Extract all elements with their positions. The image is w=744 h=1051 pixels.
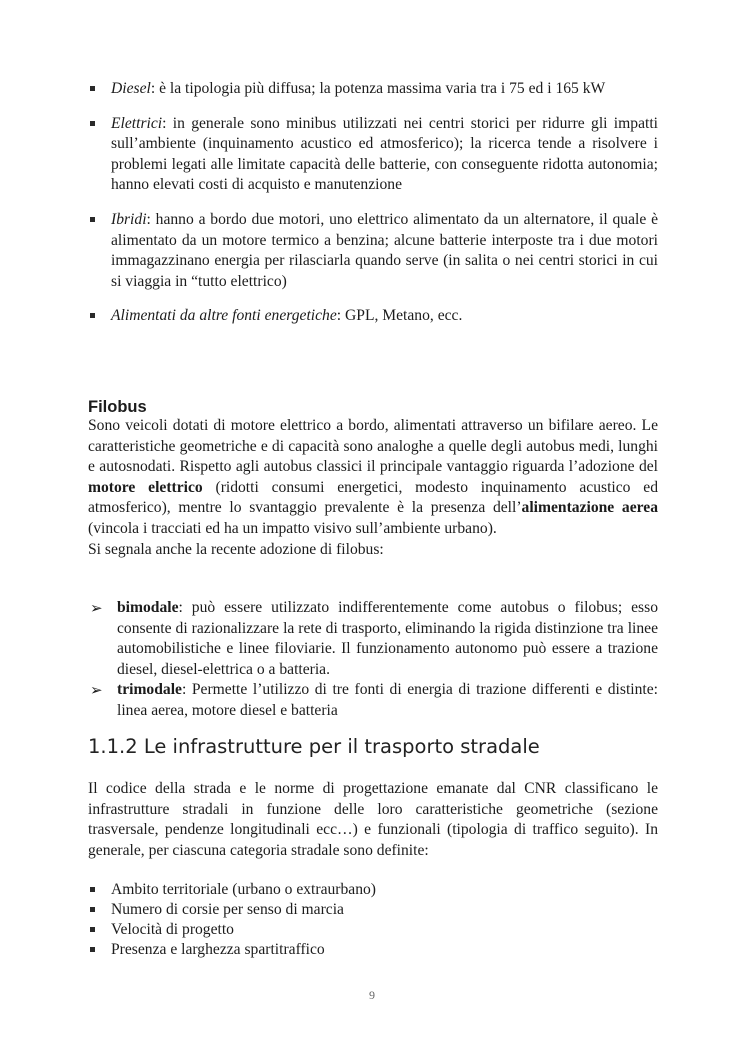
arrow-bullet-icon: ➢ xyxy=(90,681,103,700)
list-item xyxy=(88,680,658,721)
filobus-paragraph xyxy=(88,416,658,560)
arrow-bullet-icon: ➢ xyxy=(90,599,103,617)
list-item xyxy=(88,940,658,960)
list-item xyxy=(88,598,658,680)
term: Diesel xyxy=(111,80,151,97)
section-paragraph: Il codice della strada e le norme di progettazione emanate dal CNR classificano le infrastrutture stradali in funzione delle loro caratteristiche geometriche (sezione trasversale, pendenze longitudinali ecc…) e funzionali (tipologia di traffico seguito). In generale, per ciascuna categoria stradale sono definite: xyxy=(88,780,658,859)
term: Alimentati da altre fonti energetiche xyxy=(111,307,337,325)
list-item-text: Numero di corsie per senso di marcia xyxy=(111,901,344,918)
bullet-icon xyxy=(90,927,95,932)
list-item xyxy=(88,880,658,900)
text-run: (vincola i tracciati ed ha un impatto visivo sull’ambiente urbano). xyxy=(88,519,497,537)
list-item-text: : GPL, Metano, ecc. xyxy=(336,307,463,325)
filobus-heading: Filobus xyxy=(88,398,147,416)
list-item-text: : in generale sono minibus utilizzati nei centri storici per ridurre gli impatti sull’ambiente (inquinamento acustico ed atmosferico); la ricerca tende a risolvere i problemi legati alle limitate capacità delle batterie, con conseguente ridotta autonomia; hanno elevati costi di acquisto e manutenzione xyxy=(111,114,658,194)
text-run: Sono veicoli dotati di motore elettrico a bordo, alimentati attraverso un bifilare aereo. Le caratteristiche geometriche e di capacità sono analoghe a quelle degli autobus medi, lunghi e autosnodati. Rispetto agli autobus classici il principale vantaggio riguarda l’adozione del xyxy=(88,417,658,476)
bus-type-list xyxy=(88,79,658,327)
term: bimodale xyxy=(117,599,179,616)
list-item-text: Velocità di progetto xyxy=(111,921,234,938)
term: Elettrici xyxy=(111,114,163,132)
list-item-text: : può essere utilizzato indifferentemente come autobus o filobus; esso consente di razionalizzare la rete di trasporto, eliminando la rigida distinzione tra linee automobilistiche e linee filoviarie. Il funzionamento autonomo può essere a trazione diesel, diesel-elettrica o a batteria. xyxy=(117,599,658,678)
bold-term: motore elettrico xyxy=(88,478,203,496)
bold-term: alimentazione aerea xyxy=(521,499,659,517)
bullet-icon xyxy=(90,217,95,222)
list-item-text: : è la tipologia più diffusa; la potenza massima varia tra i 75 ed i 165 kW xyxy=(150,80,606,97)
bullet-icon xyxy=(90,313,95,318)
section-heading: 1.1.2 Le infrastrutture per il trasporto stradale xyxy=(88,735,540,758)
page-number: 9 xyxy=(369,988,375,1002)
list-item-text: : hanno a bordo due motori, uno elettrico alimentato da un alternatore, il quale è alimentato da un motore termico a benzina; alcune batterie interposte tra i due motori immagazzinano energia per rilasciarla quando serve (in salita o nei centri storici in cui si viaggia in “tutto elettrico) xyxy=(111,210,658,290)
list-item xyxy=(88,306,658,327)
list-item-text: Ambito territoriale (urbano o extraurbano) xyxy=(111,881,376,898)
list-item xyxy=(88,114,658,196)
list-item xyxy=(88,920,658,940)
bullet-icon xyxy=(90,86,95,91)
bullet-icon xyxy=(90,947,95,952)
bullet-icon xyxy=(90,887,95,892)
road-criteria-list xyxy=(88,880,658,960)
text-run: (ridotti consumi energetici, modesto inquinamento acustico ed atmosferico), mentre lo svantaggio prevalente è la presenza dell’ xyxy=(88,478,658,517)
list-item xyxy=(88,79,658,100)
filobus-type-list xyxy=(88,598,658,722)
list-item-text: : Permette l’utilizzo di tre fonti di energia di trazione differenti e distinte: linea aerea, motore diesel e batteria xyxy=(117,681,658,719)
bullet-icon xyxy=(90,121,95,126)
list-item xyxy=(88,900,658,920)
list-item-text: Presenza e larghezza spartitraffico xyxy=(111,941,325,958)
bullet-icon xyxy=(90,907,95,912)
list-item xyxy=(88,210,658,292)
term: trimodale xyxy=(117,681,182,699)
text-run: Si segnala anche la recente adozione di filobus: xyxy=(88,540,384,558)
term: Ibridi xyxy=(111,210,147,228)
